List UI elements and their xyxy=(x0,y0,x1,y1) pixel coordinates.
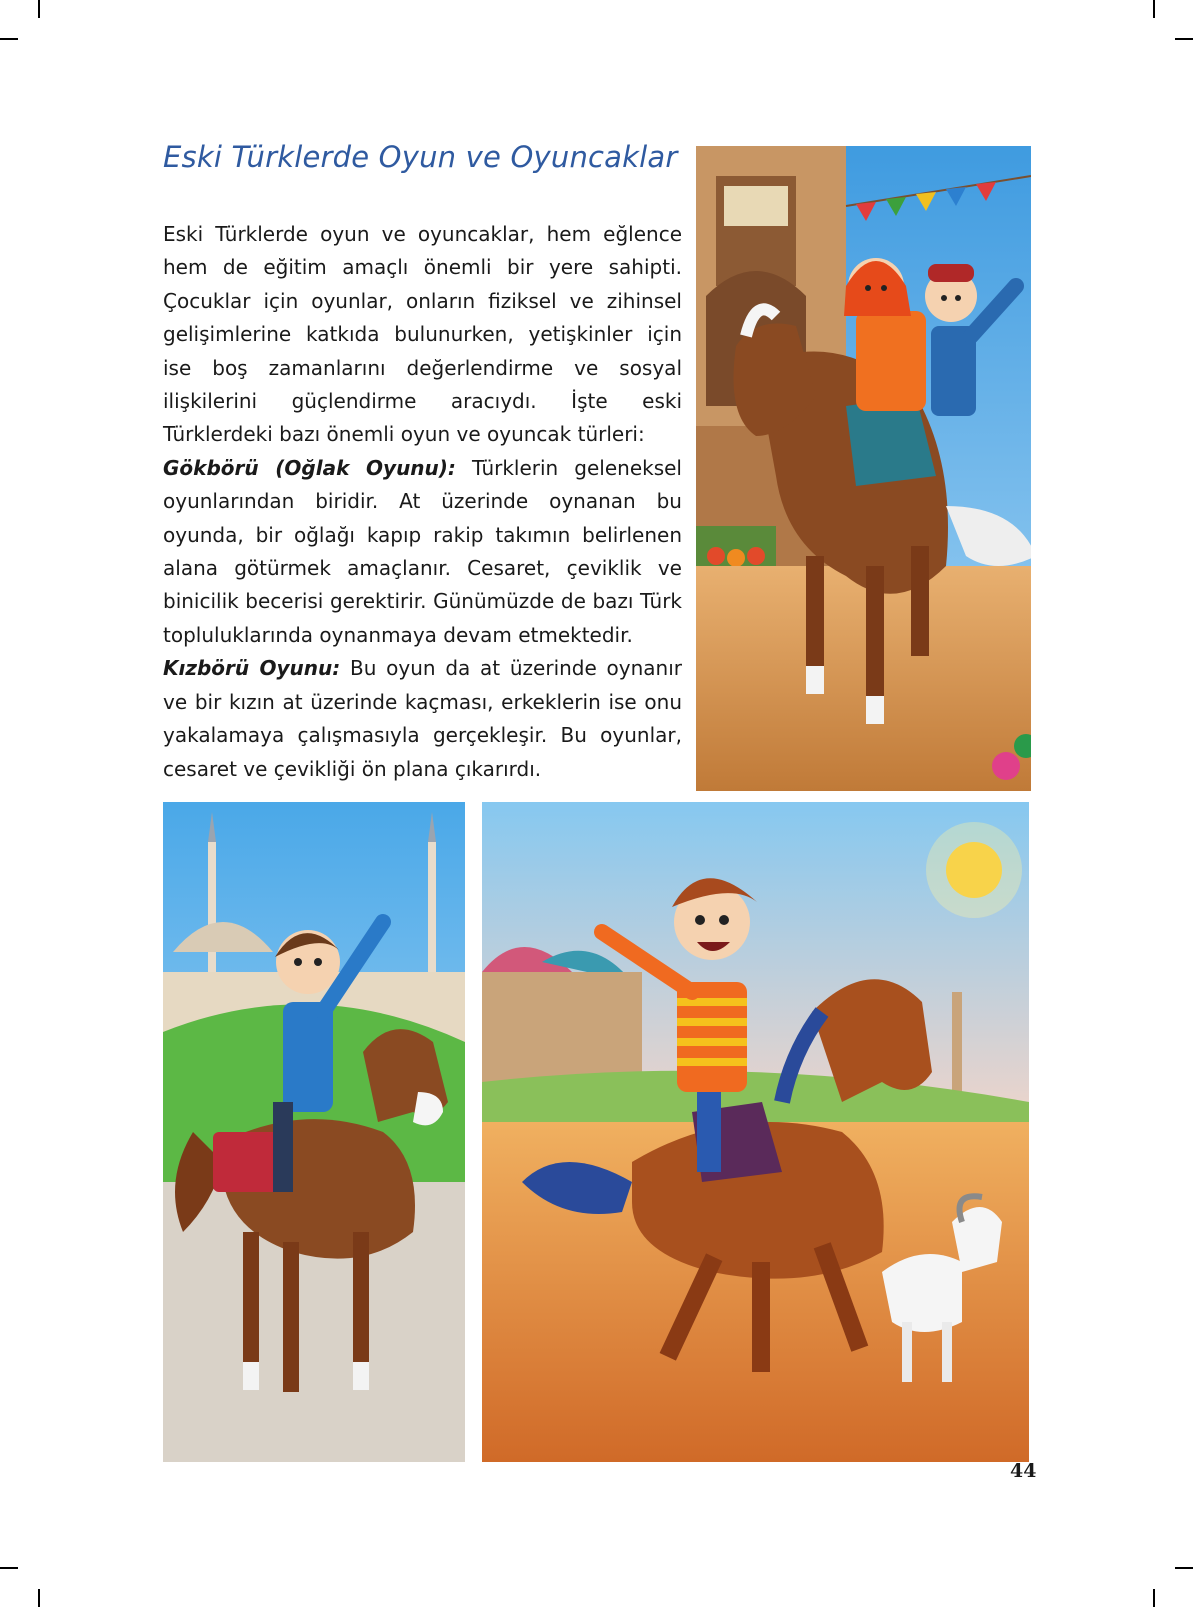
game-item-gokboru xyxy=(163,452,682,652)
game-item-kizboru xyxy=(163,652,682,786)
game-term: Kızbörü Oyunu: xyxy=(163,656,341,681)
illustration-boy-chasing-goat xyxy=(482,802,1029,1462)
crop-mark xyxy=(38,1589,40,1607)
crop-mark xyxy=(0,38,18,40)
page-number: 44 xyxy=(1010,1460,1037,1482)
crop-mark xyxy=(38,0,40,18)
crop-mark xyxy=(1153,1589,1155,1607)
intro-paragraph: Eski Türklerde oyun ve oyuncaklar, hem eğlence hem de eğitim amaçlı önemli bir yere sahipti. Çocuklar için oyunlar, onların fiziksel ve zihinsel gelişimlerine katkıda bulunurken, yetişkinler için ise boş zamanlarını değerlendirme ve sosyal ilişkilerini güçlendirme aracıydı. İşte eski Türklerdeki bazı önemli oyun ve oyuncak türleri: xyxy=(163,222,682,447)
page-title: Eski Türklerde Oyun ve Oyuncaklar xyxy=(163,140,678,174)
crop-mark xyxy=(1175,1567,1193,1569)
body-text xyxy=(163,218,682,786)
game-description: Bu oyun da at üzerinde oynanır ve bir kızın at üzerinde kaçması, erkeklerin ise onu yakalamaya çalışmasıyla gerçekleşir. Bu oyunlar, cesaret ve çevikliği ön plana çıkarırdı. xyxy=(163,656,683,781)
illustration-boy-near-mosque xyxy=(163,802,465,1462)
game-description: Türklerin geleneksel oyunlarından biridir. At üzerinde oynanan bu oyunda, bir oğlağı kapıp rakip takımın belirlenen alana götürmek amaçlanır. Cesaret, çeviklik ve binicilik becerisi gerektirir. Günümüzde de bazı Türk topluluklarında oynanmaya devam etmektedir. xyxy=(163,455,682,647)
crop-mark xyxy=(1153,0,1155,18)
game-term: Gökbörü (Oğlak Oyunu): xyxy=(163,455,456,480)
crop-mark xyxy=(1175,38,1193,40)
crop-mark xyxy=(0,1567,18,1569)
illustration-children-on-horse xyxy=(696,146,1031,791)
